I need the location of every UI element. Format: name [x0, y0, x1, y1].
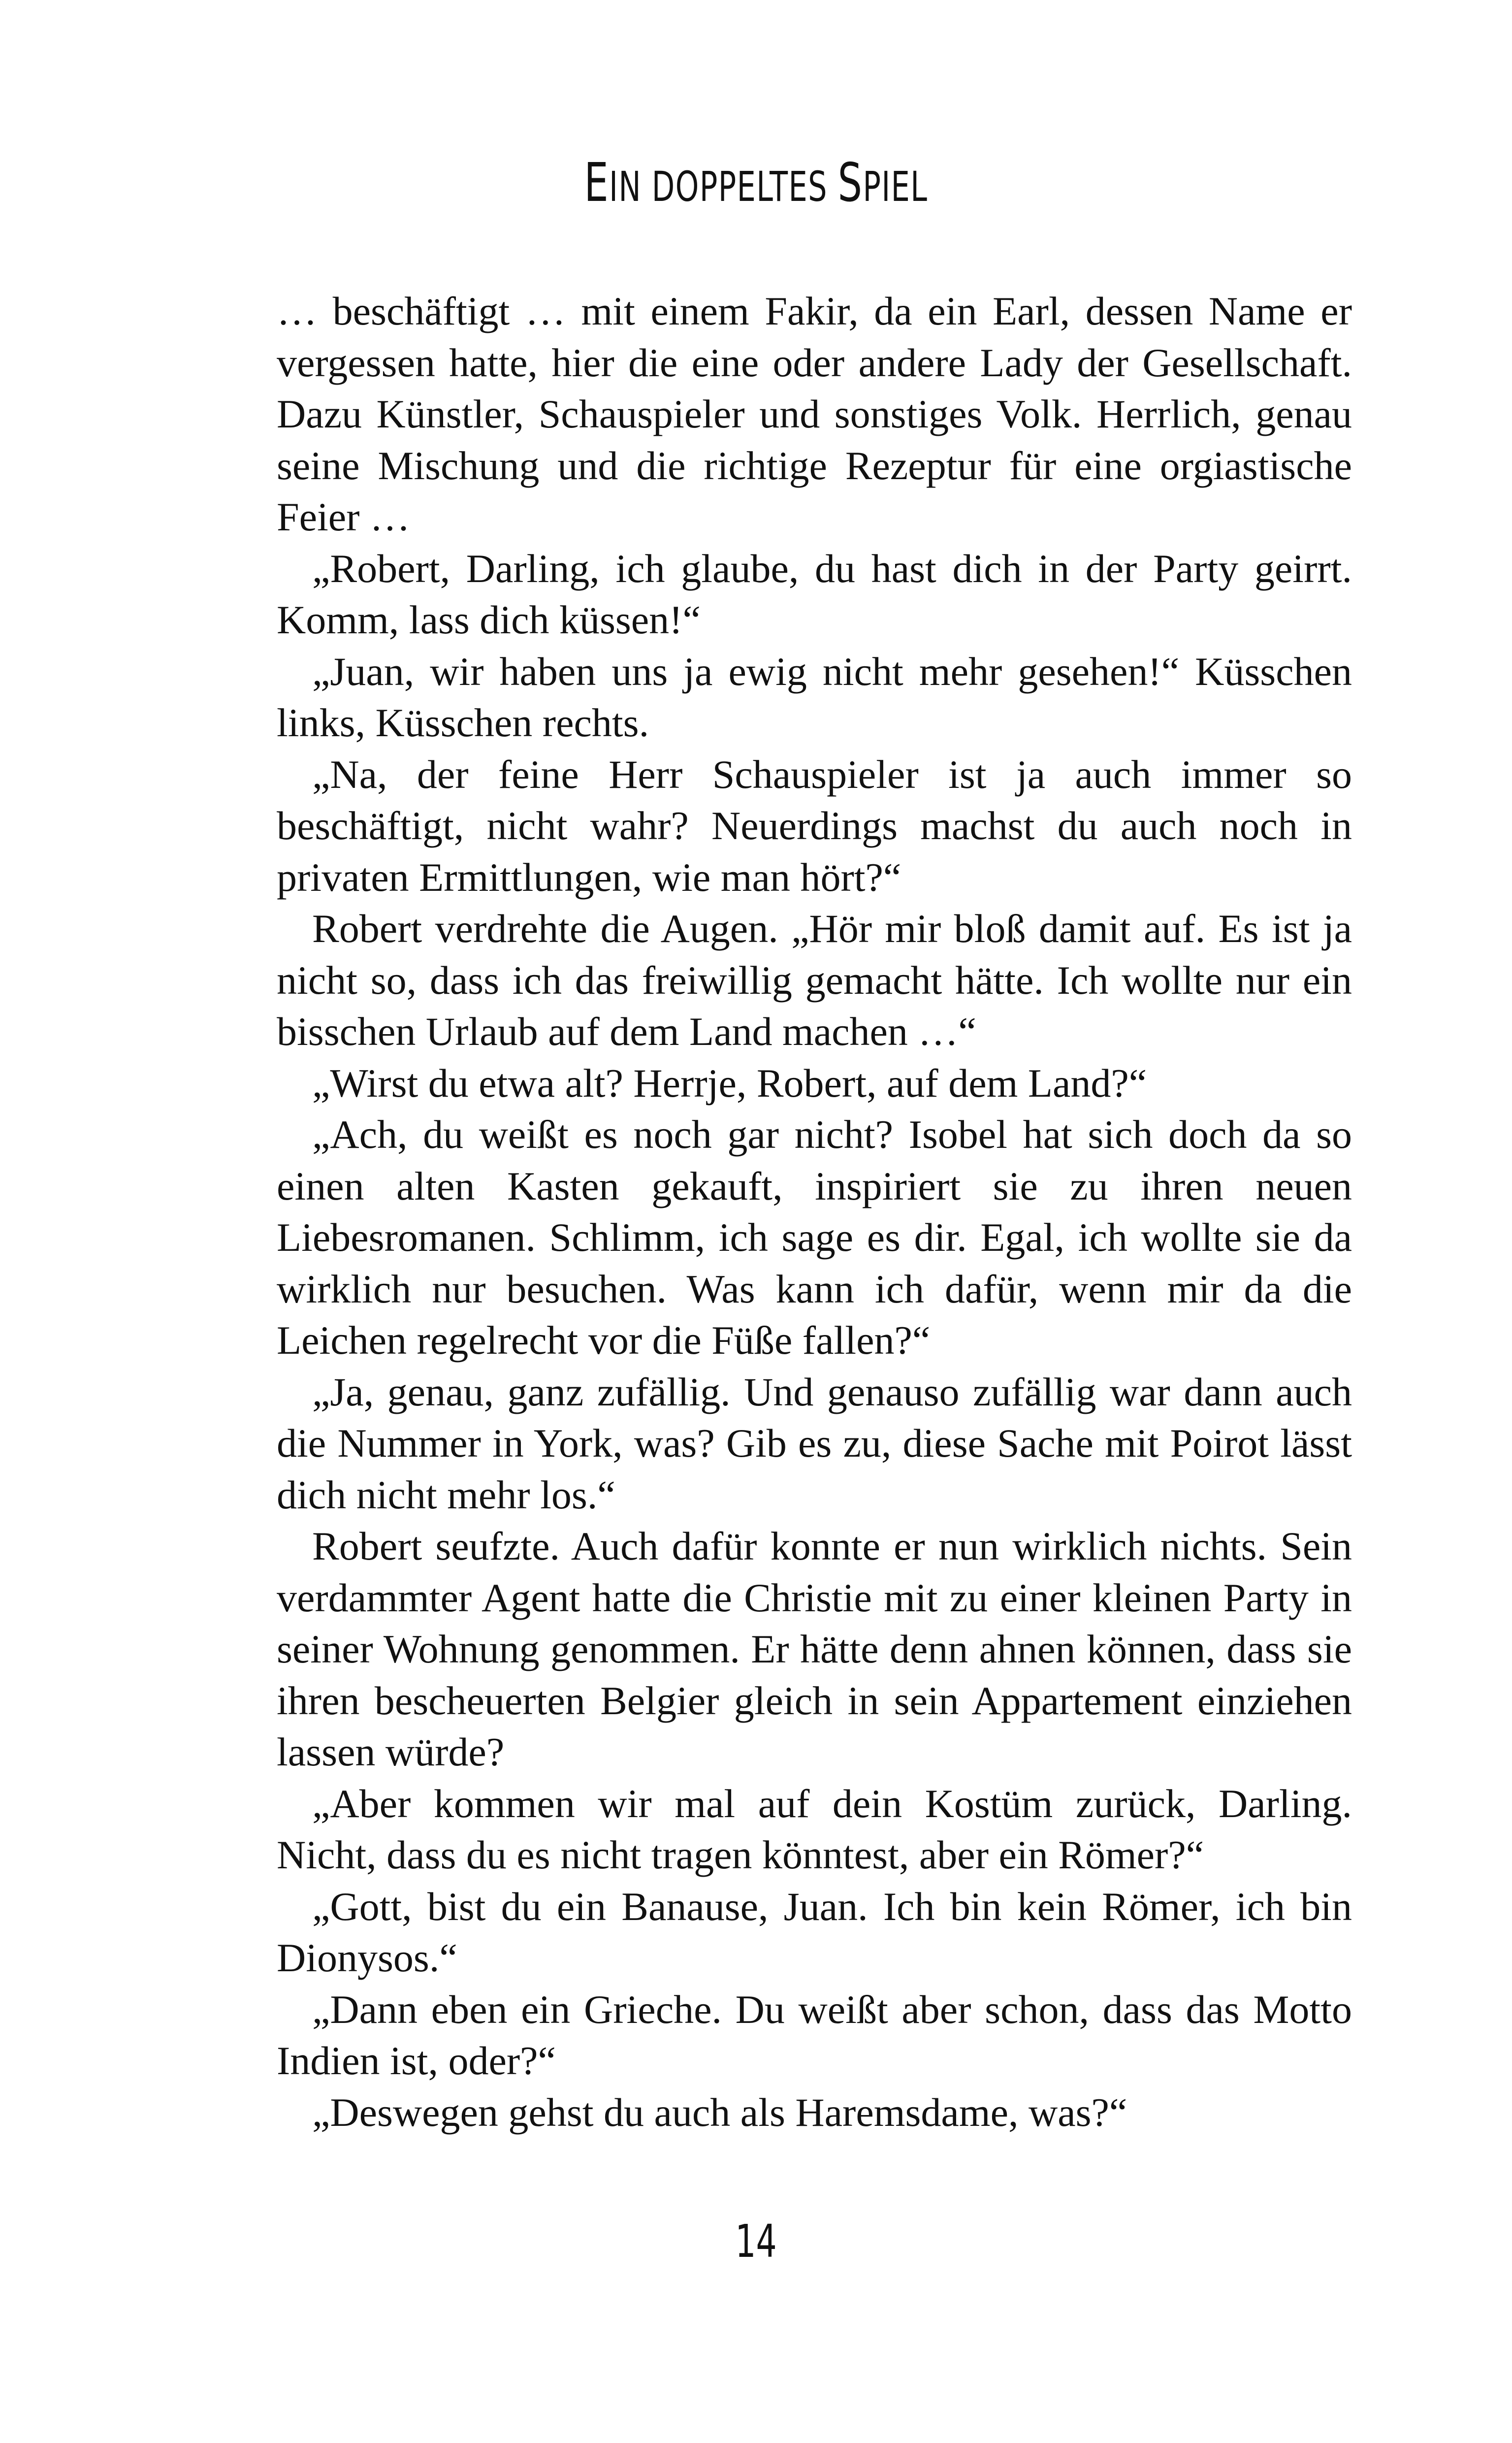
paragraph: „Deswegen gehst du auch als Haremsdame, was?“ — [312, 2089, 1127, 2135]
paragraph: „Ja, genau, ganz zufällig. Und genauso zufällig war dann auch die Nummer in York, was? Gib es zu, diese Sache mit Poirot lässt dich nicht mehr los.“ — [277, 1369, 1352, 1517]
paragraph: „Na, der feine Herr Schauspieler ist ja auch immer so beschäftigt, nicht wahr? Neuerdings machst du auch noch in privaten Ermittlungen, wie man hört?“ — [277, 751, 1352, 900]
running-head-title: EIN DOPPELTES SPIEL — [584, 152, 928, 214]
body-text — [277, 286, 1352, 2138]
paragraph: „Juan, wir haben uns ja ewig nicht mehr gesehen!“ Küsschen links, Küsschen rechts. — [277, 649, 1352, 745]
running-head — [212, 152, 1300, 214]
paragraph: „Dann eben ein Grieche. Du weißt aber schon, dass das Motto Indien ist, oder?“ — [277, 1987, 1352, 2083]
page-number: 14 — [735, 2215, 777, 2268]
paragraph: „Ach, du weißt es noch gar nicht? Isobel hat sich doch da so einen alten Kasten gekauft, inspiriert sie zu ihren neuen Liebesromanen. Schlimm, ich sage es dir. Egal, ich wollte sie da wirklich nur besuchen. Was kann ich dafür, wenn mir da die Leichen regelrecht vor die Füße fallen?“ — [277, 1112, 1352, 1363]
paragraph: … beschäftigt … mit einem Fakir, da ein Earl, dessen Name er vergessen hatte, hier die eine oder andere Lady der Gesellschaft. Dazu Künstler, Schauspieler und sonstiges Volk. Herrlich, genau seine Mischung und die richtige Rezeptur für eine orgiastische Feier … — [277, 289, 1352, 539]
paragraph: „Aber kommen wir mal auf dein Kostüm zurück, Darling. Nicht, dass du es nicht tragen könntest, aber ein Römer?“ — [277, 1781, 1352, 1877]
paragraph: Robert seufzte. Auch dafür konnte er nun wirklich nichts. Sein verdammter Agent hatte die Christie mit zu einer kleinen Party in seiner Wohnung genommen. Er hätte denn ahnen können, dass sie ihren bescheuerten Belgier gleich in sein Appartement einziehen lassen würde? — [277, 1524, 1352, 1774]
paragraph: „Robert, Darling, ich glaube, du hast dich in der Party geirrt. Komm, lass dich küssen!“ — [277, 546, 1352, 642]
paragraph: Robert verdrehte die Augen. „Hör mir bloß damit auf. Es ist ja nicht so, dass ich das freiwillig gemacht hätte. Ich wollte nur ein bisschen Urlaub auf dem Land machen …“ — [277, 906, 1352, 1054]
paragraph: „Gott, bist du ein Banause, Juan. Ich bin kein Römer, ich bin Dionysos.“ — [277, 1884, 1352, 1980]
paragraph: „Wirst du etwa alt? Herrje, Robert, auf dem Land?“ — [312, 1060, 1147, 1106]
